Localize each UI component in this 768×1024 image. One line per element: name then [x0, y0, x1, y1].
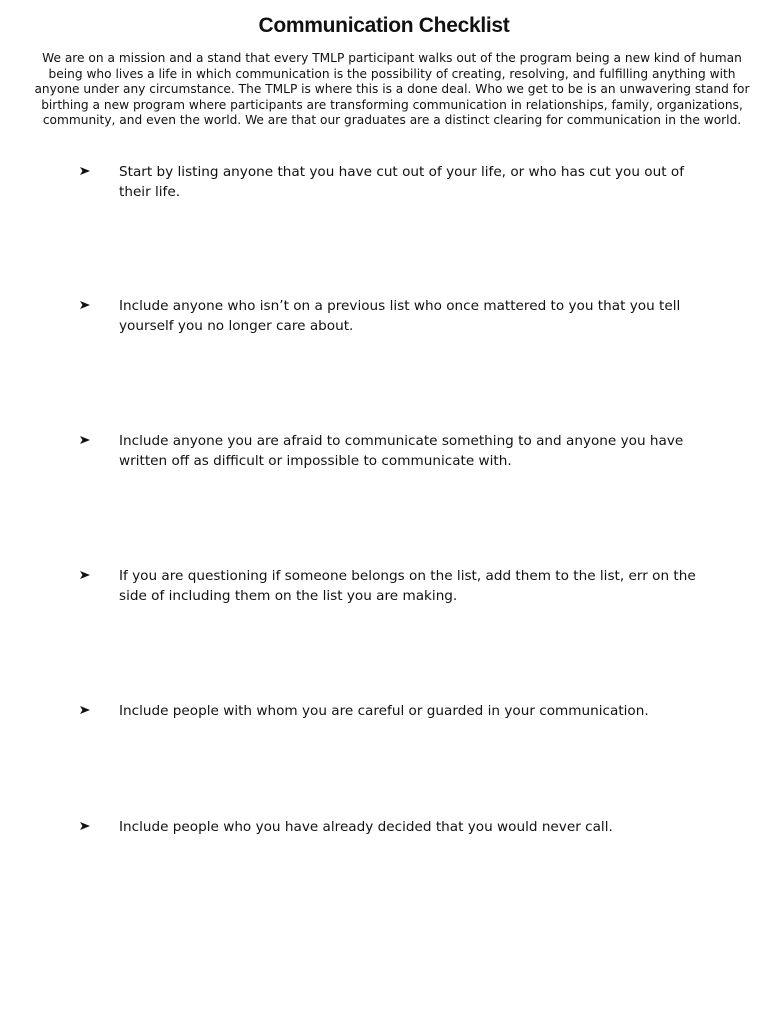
arrowhead-bullet-icon	[78, 568, 92, 582]
checklist-item-text: Include anyone who isn’t on a previous list who once mattered to you that you tell yourself you no longer care about.	[119, 298, 681, 334]
arrowhead-bullet-icon	[78, 164, 92, 178]
checklist-item-text: Include anyone you are afraid to communicate something to and anyone you have written off as difficult or impossible to communicate with.	[119, 433, 684, 469]
checklist-item-text: Start by listing anyone that you have cut out of your life, or who has cut you out of their life.	[119, 164, 684, 200]
arrowhead-bullet-icon	[78, 819, 92, 833]
arrowhead-bullet-icon	[78, 433, 92, 447]
arrowhead-bullet-icon	[78, 298, 92, 312]
checklist-item-text: If you are questioning if someone belongs on the list, add them to the list, err on the side of including them on the list you are making.	[119, 568, 696, 604]
intro-paragraph: We are on a mission and a stand that every TMLP participant walks out of the program being a new kind of human being who lives a life in which communication is the possibility of creating, resolving, and fulfilling anything with anyone under any circumstance. The TMLP is where this is a done deal. Who we get to be is an unwavering stand for birthing a new program where participants are transforming communication in relationships, family, organizations, community, and even the world. We are that our graduates are a distinct clearing for communication in the world.	[34, 51, 750, 128]
checklist-item-text: Include people with whom you are careful or guarded in your communication.	[119, 703, 649, 719]
checklist-item-text: Include people who you have already decided that you would never call.	[119, 819, 613, 835]
arrowhead-bullet-icon	[78, 703, 92, 717]
page-title: Communication Checklist	[258, 14, 510, 37]
